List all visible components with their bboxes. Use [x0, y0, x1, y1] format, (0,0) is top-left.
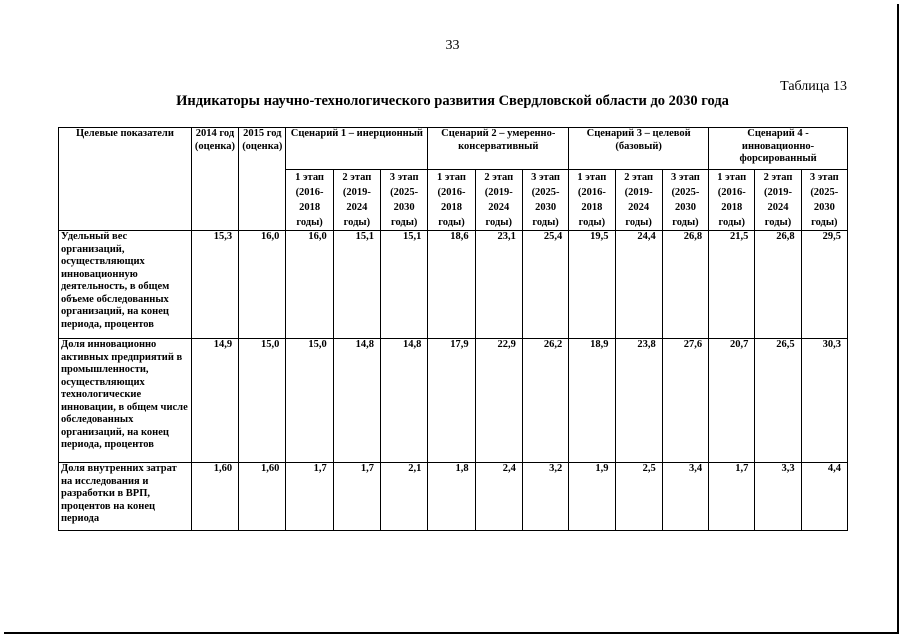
value-cell: 2,5 — [615, 463, 662, 531]
header-2015: 2015 год (оценка) — [239, 128, 286, 231]
row-label: Удельный вес организаций, осуществляющих инновационную деятельность, в общем объеме обследованных организаций, на конец периода, процентов — [59, 231, 192, 339]
value-cell: 24,4 — [615, 231, 662, 339]
value-cell: 26,8 — [755, 231, 801, 339]
value-cell: 18,6 — [428, 231, 475, 339]
value-cell: 20,7 — [709, 339, 755, 463]
stage-2: 2 этап (2019-2024 годы) — [475, 170, 522, 231]
value-cell: 1,9 — [569, 463, 615, 531]
value-cell: 4,4 — [801, 463, 847, 531]
table-label: Таблица 13 — [780, 79, 847, 94]
value-cell: 22,9 — [475, 339, 522, 463]
value-cell: 15,0 — [286, 339, 333, 463]
stage-3: 3 этап (2025-2030 годы) — [381, 170, 428, 231]
value-2015: 15,0 — [239, 339, 286, 463]
value-cell: 27,6 — [662, 339, 708, 463]
table-row — [59, 339, 848, 463]
indicators-table — [58, 127, 848, 531]
header-scenario-1: Сценарий 1 – инерционный — [286, 128, 428, 170]
value-cell: 15,1 — [381, 231, 428, 339]
value-cell: 29,5 — [801, 231, 847, 339]
header-row-scenarios — [59, 128, 848, 170]
row-label: Доля инновационно активных предприятий в промышленности, осуществляющих технологические инновации, в общем числе обследованных организаций, на конец периода, процентов — [59, 339, 192, 463]
stage-1: 1 этап (2016-2018 годы) — [569, 170, 615, 231]
value-cell: 15,1 — [333, 231, 380, 339]
value-cell: 3,3 — [755, 463, 801, 531]
table-row — [59, 463, 848, 531]
page-number: 33 — [445, 38, 460, 53]
table-row — [59, 231, 848, 339]
value-cell: 14,8 — [333, 339, 380, 463]
stage-3: 3 этап (2025-2030 годы) — [801, 170, 847, 231]
stage-3: 3 этап (2025-2030 годы) — [662, 170, 708, 231]
header-scenario-3: Сценарий 3 – целевой (базовый) — [569, 128, 709, 170]
value-2014: 15,3 — [191, 231, 238, 339]
value-cell: 14,8 — [381, 339, 428, 463]
value-cell: 23,1 — [475, 231, 522, 339]
value-cell: 16,0 — [286, 231, 333, 339]
value-cell: 26,2 — [522, 339, 568, 463]
header-2014: 2014 год (оценка) — [191, 128, 238, 231]
value-cell: 1,7 — [709, 463, 755, 531]
value-2015: 1,60 — [239, 463, 286, 531]
header-scenario-2: Сценарий 2 – умеренно-консервативный — [428, 128, 569, 170]
value-cell: 3,4 — [662, 463, 708, 531]
value-cell: 26,8 — [662, 231, 708, 339]
stage-2: 2 этап (2019-2024 годы) — [615, 170, 662, 231]
header-scenario-4: Сценарий 4 - инновационно-форсированный — [709, 128, 848, 170]
value-cell: 19,5 — [569, 231, 615, 339]
value-2015: 16,0 — [239, 231, 286, 339]
value-2014: 1,60 — [191, 463, 238, 531]
stage-1: 1 этап (2016-2018 годы) — [286, 170, 333, 231]
value-cell: 2,4 — [475, 463, 522, 531]
value-2014: 14,9 — [191, 339, 238, 463]
stage-2: 2 этап (2019-2024 годы) — [755, 170, 801, 231]
value-cell: 30,3 — [801, 339, 847, 463]
header-target: Целевые показатели — [59, 128, 192, 231]
stage-1: 1 этап (2016-2018 годы) — [709, 170, 755, 231]
row-label: Доля внутренних затрат на исследования и разработки в ВРП, процентов на конец периода — [59, 463, 192, 531]
stage-1: 1 этап (2016-2018 годы) — [428, 170, 475, 231]
stage-2: 2 этап (2019-2024 годы) — [333, 170, 380, 231]
document-title: Индикаторы научно-технологического развития Свердловской области до 2030 года — [176, 93, 729, 109]
value-cell: 1,7 — [286, 463, 333, 531]
value-cell: 23,8 — [615, 339, 662, 463]
value-cell: 18,9 — [569, 339, 615, 463]
value-cell: 25,4 — [522, 231, 568, 339]
value-cell: 1,7 — [333, 463, 380, 531]
value-cell: 17,9 — [428, 339, 475, 463]
stage-3: 3 этап (2025-2030 годы) — [522, 170, 568, 231]
value-cell: 1,8 — [428, 463, 475, 531]
value-cell: 2,1 — [381, 463, 428, 531]
value-cell: 21,5 — [709, 231, 755, 339]
value-cell: 3,2 — [522, 463, 568, 531]
value-cell: 26,5 — [755, 339, 801, 463]
